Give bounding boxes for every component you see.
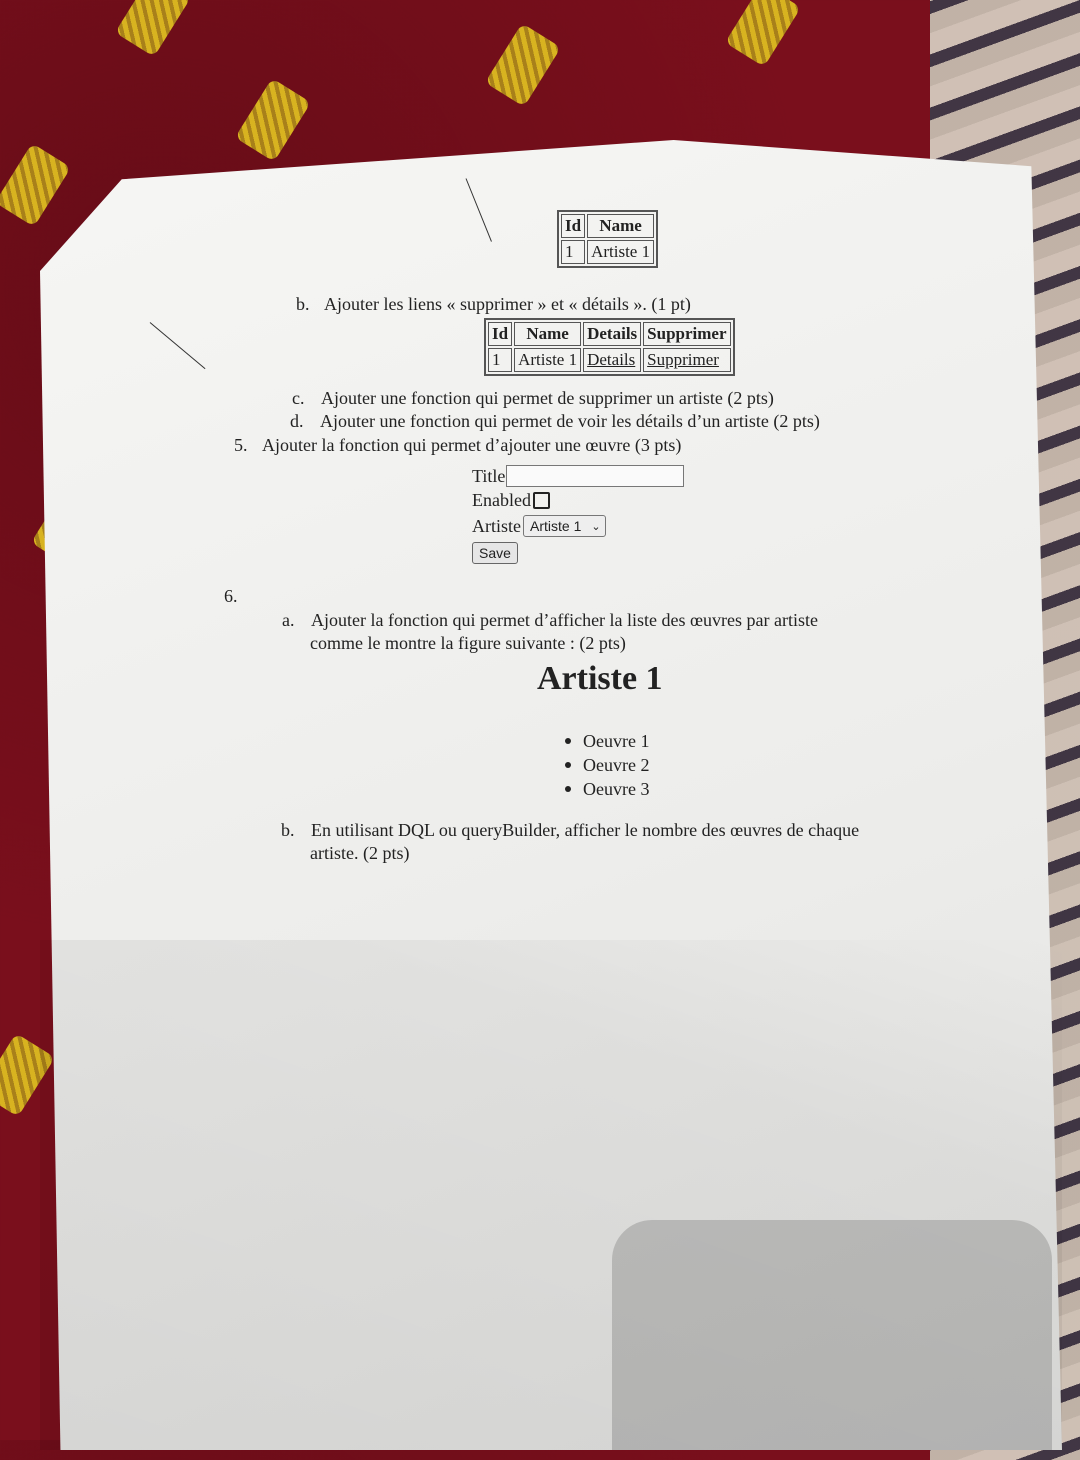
bullet-icon <box>565 738 571 744</box>
details-link[interactable]: Details <box>583 348 641 372</box>
table-cell: Artiste 1 <box>587 240 654 264</box>
item-6b <box>281 820 859 841</box>
table-header: Name <box>514 322 581 346</box>
artiste-label: Artiste <box>472 515 521 536</box>
artist-table <box>557 210 658 268</box>
item-6a-line2: comme le montre la figure suivante : (2 pts) <box>310 633 626 653</box>
item-5 <box>234 435 681 456</box>
bullet-icon <box>565 762 571 768</box>
item-6: 6. <box>224 586 238 606</box>
item-text: Ajouter les liens « supprimer » et « détails ». (1 pt) <box>324 294 691 314</box>
artiste-select[interactable] <box>523 515 606 537</box>
enabled-row <box>472 488 684 512</box>
chevron-down-icon: ⌄ <box>591 520 601 533</box>
artist-heading: Artiste 1 <box>537 660 663 697</box>
oeuvre-form <box>472 464 684 564</box>
item-label: d. <box>290 411 304 431</box>
item-text: Ajouter la fonction qui permet d’afficher la liste des œuvres par artiste <box>311 610 818 630</box>
list-item-label: Oeuvre 1 <box>583 730 650 751</box>
item-label: 5. <box>234 435 248 455</box>
title-label: Title <box>472 465 506 486</box>
list-item-label: Oeuvre 2 <box>583 754 650 775</box>
item-label: c. <box>292 388 305 408</box>
enabled-label: Enabled <box>472 489 531 510</box>
item-6a <box>282 610 818 631</box>
title-input[interactable] <box>506 465 684 487</box>
table-header: Name <box>587 214 654 238</box>
bullet-icon <box>565 786 571 792</box>
supprimer-link[interactable]: Supprimer <box>643 348 730 372</box>
title-row <box>472 464 684 488</box>
item-text: Ajouter la fonction qui permet d’ajouter une œuvre (3 pts) <box>262 435 682 455</box>
item-text: Ajouter une fonction qui permet de supprimer un artiste (2 pts) <box>321 388 774 408</box>
list-item-label: Oeuvre 3 <box>583 778 650 799</box>
enabled-checkbox[interactable] <box>533 492 550 509</box>
table-header: Id <box>488 322 512 346</box>
table-row <box>488 348 731 372</box>
table-cell: 1 <box>488 348 512 372</box>
item-text: En utilisant DQL ou queryBuilder, afficher le nombre des œuvres de chaque <box>311 820 860 840</box>
item-6b-line2: artiste. (2 pts) <box>310 843 410 863</box>
artiste-select-value: Artiste 1 <box>530 518 582 534</box>
item-b <box>296 294 691 315</box>
item-label: b. <box>281 820 295 840</box>
save-button[interactable]: Save <box>472 542 518 564</box>
table-header: Details <box>583 322 641 346</box>
item-d <box>290 411 820 432</box>
item-text: Ajouter une fonction qui permet de voir les détails d’un artiste (2 pts) <box>320 411 820 431</box>
oeuvres-list <box>565 729 649 801</box>
table-header: Id <box>561 214 585 238</box>
table-header: Supprimer <box>643 322 730 346</box>
artist-table-with-links <box>484 318 735 376</box>
table-cell: 1 <box>561 240 585 264</box>
item-label: b. <box>296 294 310 314</box>
artiste-row <box>472 512 684 540</box>
list-item <box>565 777 649 801</box>
item-c <box>292 388 774 409</box>
table-row <box>561 240 654 264</box>
item-label: a. <box>282 610 295 630</box>
table-cell: Artiste 1 <box>514 348 581 372</box>
list-item <box>565 729 649 753</box>
list-item <box>565 753 649 777</box>
